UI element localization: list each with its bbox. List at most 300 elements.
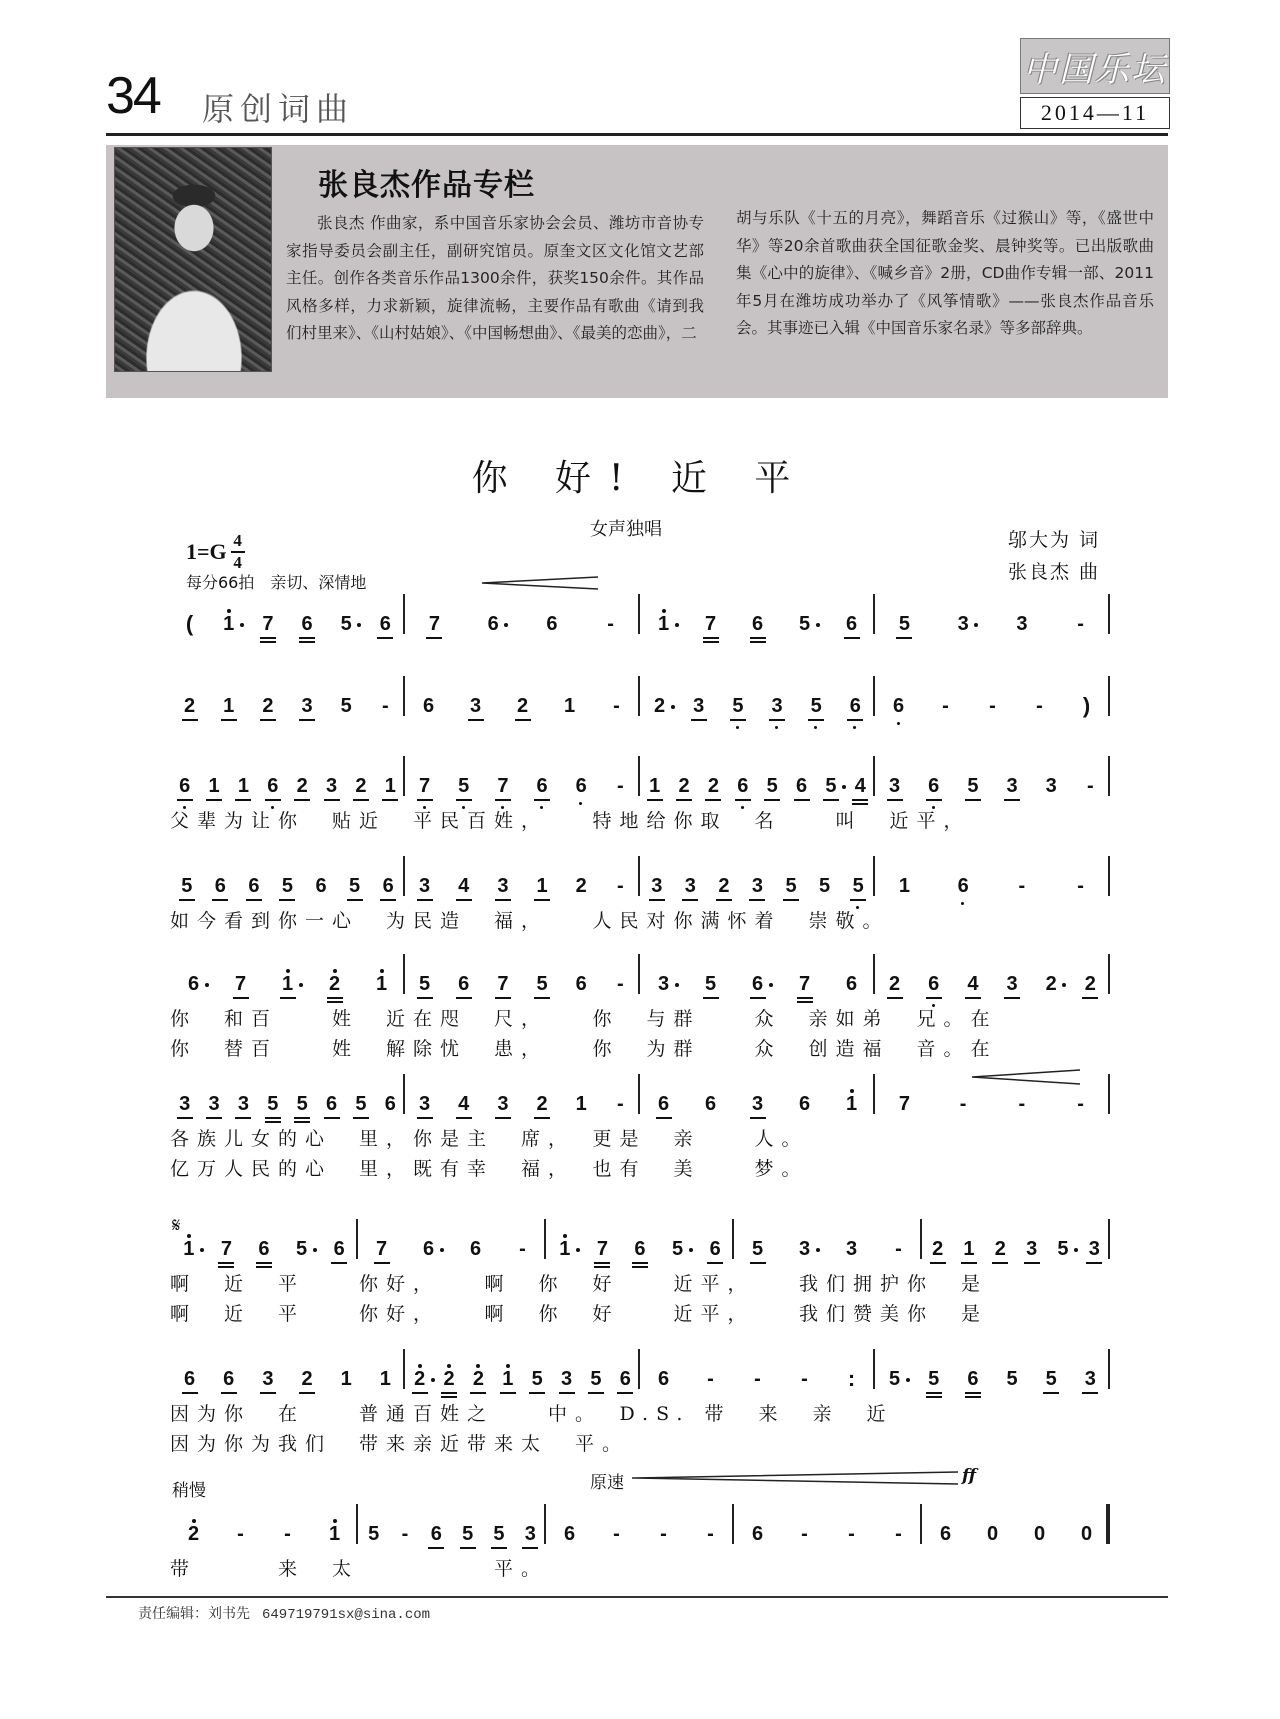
- note: 3: [689, 694, 709, 718]
- slightly-slow-marking: 稍慢: [172, 1481, 206, 1501]
- note: 1: [842, 1092, 862, 1116]
- measure: [875, 752, 1110, 798]
- note: 3: [466, 694, 486, 718]
- note: 3: [795, 1237, 815, 1261]
- note: 1: [179, 1237, 199, 1261]
- final-barline: [1106, 1504, 1110, 1544]
- note: 5: [806, 694, 826, 718]
- note: 5: [701, 972, 721, 996]
- note: 4: [454, 874, 474, 898]
- note: 1: [959, 1237, 979, 1261]
- decrescendo-hairpin: [970, 1068, 1082, 1086]
- score-system: [170, 1500, 1118, 1584]
- note: 6: [254, 1237, 274, 1261]
- note: 6: [733, 774, 753, 798]
- measure: [640, 1345, 875, 1391]
- crescendo-hairpin-ff: [630, 1470, 960, 1486]
- note: 6: [297, 612, 317, 636]
- note: 6: [422, 695, 435, 717]
- note: 3: [493, 874, 513, 898]
- note: 6: [571, 774, 591, 798]
- dash: -: [801, 1368, 808, 1390]
- note: 5: [415, 972, 435, 996]
- note: 5: [1053, 1237, 1073, 1261]
- measure: [922, 1500, 1110, 1546]
- note: 6: [615, 1367, 635, 1391]
- note: 6: [563, 1523, 576, 1545]
- note: 6: [705, 1237, 725, 1261]
- note: 6: [532, 774, 552, 798]
- note: 1: [654, 612, 674, 636]
- measure: [170, 1345, 405, 1391]
- note: 6: [546, 613, 558, 635]
- lyric-line: 各族儿女的心 里，你是主 席， 更是 亲 人。: [170, 1128, 809, 1150]
- measure: [170, 752, 405, 798]
- dash: -: [284, 1523, 291, 1545]
- note: 5: [1041, 1367, 1061, 1391]
- measure: [405, 590, 640, 636]
- note: 6: [329, 1237, 349, 1261]
- note: 6: [963, 1367, 983, 1391]
- note: 5: [340, 695, 352, 717]
- note: 3: [845, 1238, 858, 1260]
- note: 7: [216, 1237, 236, 1261]
- note: 3: [1016, 613, 1028, 635]
- measure: [405, 672, 640, 718]
- a-tempo-marking: 原速: [590, 1473, 624, 1493]
- note: 7: [493, 774, 513, 798]
- dash: -: [237, 1523, 244, 1545]
- note: (: [185, 611, 194, 636]
- note: 6: [748, 612, 768, 636]
- dash: -: [848, 1523, 855, 1545]
- measure: [170, 1070, 405, 1116]
- dash: -: [382, 695, 389, 717]
- measure: [170, 672, 405, 718]
- lyric-line: 如今看到你一心 为民造 福， 人民对你满怀着 崇敬。: [170, 910, 890, 932]
- note: 5: [177, 874, 197, 898]
- dash: -: [801, 1523, 808, 1545]
- note: 5: [728, 694, 748, 718]
- note: 6: [469, 1238, 482, 1260]
- measure: [546, 1215, 734, 1261]
- note: 5: [924, 1367, 944, 1391]
- note: 6: [748, 972, 768, 996]
- note: 1: [372, 972, 392, 996]
- note: 0: [986, 1523, 999, 1545]
- note: 6: [454, 972, 474, 996]
- note: 6: [219, 1367, 239, 1391]
- lyricist-credit: 邬大为 词: [1008, 529, 1101, 551]
- note: 5: [795, 612, 815, 636]
- note: 1: [563, 695, 576, 717]
- dash: -: [1077, 875, 1084, 897]
- note: 5: [668, 1237, 688, 1261]
- note: 6: [953, 874, 973, 898]
- bio-paragraph-left: 张良杰 作曲家，系中国音乐家协会会员、潍坊市音协专家指导委员会副主任，副研究馆员。原奎文区文化馆文艺部主任。创作各类音乐作品1300余件，获奖150余件。其作品风格多样，力求新颖，旋律流畅，主要作品有歌曲《请到我们村里来》、《山村姑娘》、《中国畅想曲》、《最美的恋曲》，二: [286, 214, 704, 342]
- dash: -: [617, 973, 624, 995]
- staff-row: [170, 1345, 1118, 1391]
- note: 6: [845, 694, 865, 718]
- magazine-logo: 中国乐坛: [1020, 38, 1170, 94]
- note: 5: [781, 874, 801, 898]
- dash: -: [519, 1238, 526, 1260]
- note: 1: [278, 972, 298, 996]
- page-number: 34: [106, 67, 160, 125]
- note: 0: [1080, 1523, 1093, 1545]
- dash: -: [1087, 775, 1094, 797]
- note: 2: [513, 694, 533, 718]
- measure: [734, 1215, 922, 1261]
- note: 3: [885, 774, 905, 798]
- note: 1: [204, 774, 224, 798]
- bio-paragraph-right: 胡与乐队《十五的月亮》，舞蹈音乐《过猴山》等，《盛世中华》等20余首歌曲获全国征歌金奖、晨钟奖等。已出版歌曲集《心中的旋律》、《喊乡音》2册，CD曲作专辑一部、2011年5月在潍坊成功举办了《风筝情歌》——张良杰作品音乐会。其事迹已入辑《中国音乐家名录》等多部辞典。: [736, 209, 1154, 337]
- note: 1: [898, 875, 910, 897]
- note: 1: [555, 1237, 575, 1261]
- note: 1: [325, 1522, 345, 1546]
- measure: [875, 950, 1110, 996]
- note: 2: [297, 1367, 317, 1391]
- header-divider: [106, 133, 1168, 136]
- measure: [170, 1500, 358, 1546]
- note: 2: [468, 1367, 488, 1391]
- note: 2: [885, 972, 905, 996]
- key: 1=G: [186, 539, 227, 564]
- crescendo-hairpin: [480, 576, 600, 590]
- note: 2: [575, 875, 587, 897]
- note: 3: [520, 1522, 540, 1546]
- performer-type: 女声独唱: [590, 519, 662, 540]
- note: 2: [714, 874, 734, 898]
- note: 1: [379, 1368, 391, 1390]
- note: 7: [701, 612, 721, 636]
- score-system: [170, 672, 1118, 718]
- measure: [405, 950, 640, 996]
- footer-credit: [138, 1603, 430, 1623]
- lyric-line: 父辈为让你 贴近 平民百姓， 特地给你取 名 叫 近平，: [170, 810, 971, 832]
- note: :: [847, 1366, 856, 1391]
- song-title: 你 好! 近 平: [471, 458, 809, 499]
- score-system: [170, 1345, 1118, 1459]
- tempo-marking: 每分66拍 亲切、深情地: [186, 573, 367, 592]
- note: 3: [1080, 1367, 1100, 1391]
- measure: [875, 672, 1110, 718]
- dash: -: [660, 1523, 667, 1545]
- note: 1: [575, 1093, 587, 1115]
- note: 7: [258, 612, 278, 636]
- note: 3: [557, 1367, 577, 1391]
- barline: [1108, 1349, 1110, 1389]
- dash: -: [617, 875, 624, 897]
- note: 5: [351, 1092, 371, 1116]
- dash: -: [1077, 1093, 1084, 1115]
- note: 2: [703, 774, 723, 798]
- measure: [358, 1500, 546, 1546]
- staff-row: [170, 590, 1118, 636]
- composer-photo: [114, 147, 272, 372]
- lyric-line: 因为你 在 普通百姓之 中。 D.S. 带 来 亲 近: [170, 1403, 894, 1425]
- note: 3: [680, 874, 700, 898]
- note: 5: [336, 612, 356, 636]
- dash: -: [989, 695, 996, 717]
- staff-row: [170, 950, 1118, 996]
- note: 5: [263, 1092, 283, 1116]
- note: 2: [439, 1367, 459, 1391]
- note: 1: [532, 874, 552, 898]
- measure: [170, 1215, 358, 1261]
- note: 2: [928, 1237, 948, 1261]
- note: 2: [1080, 972, 1100, 996]
- barline: [1108, 676, 1110, 716]
- time-sig-top: 4: [233, 531, 242, 550]
- note: 7: [372, 1237, 392, 1261]
- note: 1: [233, 774, 253, 798]
- note: 5: [527, 1367, 547, 1391]
- dash: -: [707, 1368, 714, 1390]
- note: 5: [821, 774, 841, 798]
- measure: [875, 1345, 1110, 1391]
- barline: [1108, 756, 1110, 796]
- note: 6: [263, 774, 283, 798]
- dash: -: [707, 1523, 714, 1545]
- note: 3: [175, 1092, 195, 1116]
- measure: [640, 1070, 875, 1116]
- note: 2: [180, 694, 200, 718]
- note: 6: [889, 694, 909, 718]
- note: 6: [426, 1522, 446, 1546]
- note: 6: [210, 874, 230, 898]
- lyric-line: 因为你为我们 带来亲近带来太 平。: [170, 1433, 630, 1455]
- note: 6: [845, 973, 858, 995]
- note: 6: [939, 1523, 952, 1545]
- note: 6: [180, 1367, 200, 1391]
- bio-text-right: [736, 205, 1154, 343]
- bio-text-left: [286, 210, 704, 348]
- note: 3: [258, 1367, 278, 1391]
- note: 5: [277, 874, 297, 898]
- measure: [640, 752, 875, 798]
- note: 5: [748, 1237, 768, 1261]
- note: 3: [747, 874, 767, 898]
- note: 6: [315, 875, 327, 897]
- barline: [1108, 594, 1110, 634]
- note: 5: [292, 1237, 312, 1261]
- note: 7: [795, 972, 815, 996]
- barline: [1108, 1074, 1110, 1114]
- note: 5: [345, 874, 365, 898]
- staff-row: [170, 672, 1118, 718]
- note: 6: [654, 1092, 674, 1116]
- note: 7: [493, 972, 513, 996]
- score-system: [170, 852, 1118, 936]
- note: 3: [1022, 1237, 1042, 1261]
- note: 6: [575, 973, 587, 995]
- note: 1: [498, 1367, 518, 1391]
- note: 6: [630, 1237, 650, 1261]
- dash: -: [613, 1523, 620, 1545]
- dash: -: [617, 1093, 624, 1115]
- note: 2: [184, 1522, 204, 1546]
- score-system: [170, 950, 1118, 1064]
- measure: [640, 852, 875, 898]
- note: 3: [204, 1092, 224, 1116]
- staff-row: [170, 1500, 1118, 1546]
- note: 2: [990, 1237, 1010, 1261]
- note: 5: [963, 774, 983, 798]
- score-system: [170, 1070, 1118, 1184]
- measure: [640, 672, 875, 718]
- measure: [170, 852, 405, 898]
- score-system: [170, 1215, 1118, 1329]
- note: 7: [231, 972, 251, 996]
- dash: -: [607, 613, 614, 635]
- note: 2: [258, 694, 278, 718]
- note: 7: [592, 1237, 612, 1261]
- dash: -: [1018, 1093, 1026, 1115]
- note: 5: [368, 1523, 380, 1545]
- score-system: [170, 752, 1118, 836]
- note: 4: [850, 774, 870, 798]
- note: 3: [1084, 1237, 1104, 1261]
- note: 6: [175, 774, 195, 798]
- measure: [546, 1500, 734, 1546]
- note: 6: [751, 1523, 764, 1545]
- dash: -: [613, 695, 620, 717]
- barline: [1108, 1219, 1110, 1259]
- note: 2: [292, 774, 312, 798]
- section-title: 原创词曲: [202, 90, 355, 128]
- measure: [358, 1215, 546, 1261]
- note: 5: [292, 1092, 312, 1116]
- note: 2: [532, 1092, 552, 1116]
- note: 3: [493, 1092, 513, 1116]
- dash: -: [942, 695, 949, 717]
- note: 6: [244, 874, 264, 898]
- note: 3: [1002, 972, 1022, 996]
- note: 6: [384, 1093, 396, 1115]
- lyric-line: 亿万人民的心 里，既有幸 福， 也有 美 梦。: [170, 1158, 809, 1180]
- note: 1: [380, 774, 400, 798]
- measure: [170, 590, 405, 636]
- dash: -: [1036, 695, 1043, 717]
- note: 5: [489, 1522, 509, 1546]
- staff-row: [170, 1215, 1118, 1261]
- measure: [170, 950, 405, 996]
- note: 2: [674, 774, 694, 798]
- note: 3: [322, 774, 342, 798]
- note: 2: [1041, 972, 1061, 996]
- note: 3: [1002, 774, 1022, 798]
- key-signature: [186, 532, 245, 572]
- note: 6: [657, 1368, 670, 1390]
- note: 6: [184, 972, 204, 996]
- time-sig-bottom: 4: [233, 553, 242, 572]
- bio-heading: 张良杰作品专栏: [318, 168, 535, 203]
- note: 5: [819, 875, 831, 897]
- note: 5: [762, 774, 782, 798]
- segno-icon: 𝄋: [172, 1213, 181, 1237]
- note: 5: [532, 972, 552, 996]
- note: 6: [924, 774, 944, 798]
- note: 5: [586, 1367, 606, 1391]
- measure: [875, 590, 1110, 636]
- note: 6: [792, 774, 812, 798]
- note: 6: [704, 1093, 717, 1115]
- note: 1: [219, 694, 239, 718]
- editor-email: 649719791sx@sina.com: [262, 1607, 431, 1623]
- note: 7: [424, 612, 444, 636]
- note: 4: [454, 1092, 474, 1116]
- dash: -: [895, 1523, 902, 1545]
- footer-divider: [106, 1596, 1168, 1598]
- lyric-line: 你 替百 姓 解除忧 患， 你 为群 众 创造福 音。在: [170, 1038, 998, 1060]
- time-signature: [231, 532, 245, 572]
- fortissimo-marking: ff: [962, 1466, 977, 1486]
- note: 1: [219, 612, 239, 636]
- note: 5: [885, 1367, 905, 1391]
- measure: [405, 752, 640, 798]
- note: 3: [654, 972, 674, 996]
- measure: [405, 1070, 640, 1116]
- dash: -: [895, 1238, 902, 1260]
- note: 6: [375, 612, 395, 636]
- note: 3: [1045, 775, 1057, 797]
- staff-row: [170, 852, 1118, 898]
- note: 3: [415, 1092, 435, 1116]
- note: ): [1082, 693, 1091, 718]
- note: 7: [415, 774, 435, 798]
- note: 7: [898, 1093, 910, 1115]
- barline: [1108, 954, 1110, 994]
- measure: [640, 590, 875, 636]
- dash: -: [401, 1523, 409, 1545]
- measure: [922, 1215, 1110, 1261]
- note: 2: [351, 774, 371, 798]
- dash: -: [754, 1368, 761, 1390]
- note: 4: [963, 972, 983, 996]
- note: 2: [410, 1367, 430, 1391]
- note: 6: [483, 612, 503, 636]
- note: 5: [848, 874, 868, 898]
- lyric-line: 带 来 太 平。: [170, 1558, 549, 1580]
- note: 5: [1006, 1368, 1018, 1390]
- note: 1: [645, 774, 665, 798]
- measure: [640, 950, 875, 996]
- score-system: [170, 590, 1118, 636]
- dash: -: [959, 1093, 967, 1115]
- note: 3: [233, 1092, 253, 1116]
- note: 6: [798, 1093, 811, 1115]
- note: 3: [297, 694, 317, 718]
- measure: [405, 852, 640, 898]
- lyric-line: 你 和百 姓 近在咫 尺， 你 与群 众 亲如弟 兄。在: [170, 1008, 998, 1030]
- note: 3: [647, 874, 667, 898]
- note: 5: [454, 774, 474, 798]
- note: 6: [419, 1237, 439, 1261]
- note: 5: [894, 612, 914, 636]
- composer-credit: 张良杰 曲: [1008, 561, 1101, 583]
- note: 5: [458, 1522, 478, 1546]
- lyric-line: 啊 近 平 你好， 啊 你 好 近平， 我们拥护你 是: [170, 1273, 989, 1295]
- note: 1: [340, 1368, 352, 1390]
- lyric-line: 啊 近 平 你好， 啊 你 好 近平， 我们赞美你 是: [170, 1303, 989, 1325]
- note: 3: [415, 874, 435, 898]
- note: 3: [748, 1092, 768, 1116]
- note: 2: [650, 694, 670, 718]
- note: 6: [322, 1092, 342, 1116]
- issue-number: 2014—11: [1020, 97, 1170, 129]
- measure: [734, 1500, 922, 1546]
